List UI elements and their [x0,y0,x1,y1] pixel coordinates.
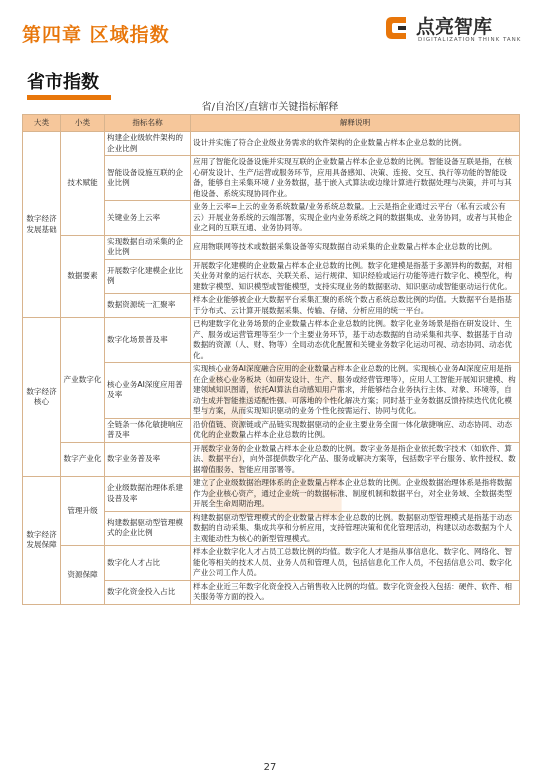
table-row [23,318,520,363]
indicator-name-cell: 构建企业级软件架构的企业比例 [105,132,191,156]
c-shaped-bracket-logo-icon [382,12,414,44]
indicator-name-cell: 数字化资金投入占比 [105,580,191,604]
table-row [23,235,520,259]
subcategory-cell: 数据要素 [61,235,105,318]
subcategory-cell: 资源保障 [61,546,105,605]
indicator-name-cell: 核心业务AI深度应用普及率 [105,363,191,419]
indicator-name-cell: 智能设备设施互联的企业比例 [105,156,191,201]
subcategory-cell: 管理升级 [61,477,105,546]
explanation-cell: 业务上云率=上云的业务系统数量/业务系统总数量。上云是指企业通过云平台（私有云或公有云）开展业务系统的云端部署，实现企业内业务系统之间的数据集成、业务协同，或者与其他企业之间的互联互通、业务协同等。 [191,201,520,236]
col-header-indicator: 指标名称 [105,115,191,132]
table-row [23,546,520,581]
indicator-name-cell: 关键业务上云率 [105,201,191,236]
brand-name: 点亮智库 [416,16,493,38]
indicator-name-cell: 数字化场景普及率 [105,318,191,363]
table-row [23,442,520,477]
explanation-cell: 建立了企业级数据治理体系的企业数量占样本企业总数的比例。企业级数据治理体系是指将数据作为企业核心资产，通过企业统一的数据标准、制度机制和数据平台，对全业务域、全数据类型开展全生命周期治理。 [191,477,520,512]
page-header [0,0,540,56]
explanation-cell: 沿价值链、资源链或产品链实现数据驱动的企业主要业务全面一体化敏捷响应、动态协同、动态优化的企业数量占样本企业总数的比例。 [191,418,520,442]
explanation-cell: 实现核心业务AI深度融合应用的企业数量占样本企业总数的比例。实现核心业务AI深度应用是指在企业核心业务板块（如研发设计、生产、服务或经营管理等），应用人工智能开展知识建模、构建领域知识图谱，依托AI算法自动感知用户需求，并能够结合业务执行主体、对象、环境等，自动生成并智能推送适配性强、可落地的个性化解决方案；同时基于业务数据反馈持续迭代优化模型与方案，从而实现知识驱动的业务个性化按需运行、协同与优化。 [191,363,520,419]
category-cell: 数字经济核心 [23,318,61,477]
page-number: 27 [263,762,277,773]
col-header-explanation: 解释说明 [191,115,520,132]
indicator-name-cell: 开展数字化建模企业比例 [105,259,191,294]
explanation-cell: 构建数据驱动型管理模式的企业数量占样本企业总数的比例。数据驱动型管理模式是指基于动态数据的自动采集、集成共享和分析应用，支持管理决策和优化管理活动，构建以动态数据为个人主观能动性为核心的新型管理模式。 [191,511,520,546]
indicator-name-cell: 数字业务普及率 [105,442,191,477]
indicator-name-cell: 数据资源统一汇聚率 [105,294,191,318]
explanation-cell: 样本企业近三年数字化资金投入占销售收入比例的均值。数字化资金投入包括：硬件、软件、相关服务等方面的投入。 [191,580,520,604]
indicator-name-cell: 实现数据自动采集的企业比例 [105,235,191,259]
category-cell: 数字经济发展保障 [23,477,61,605]
chapter-title: 第四章 区域指数 [22,24,170,46]
brand-tagline: DIGITALIZATION THINK TANK [418,37,522,43]
col-header-small: 小类 [61,115,105,132]
indicator-table [22,114,520,605]
brand-logo [382,12,522,52]
subcategory-cell: 产业数字化 [61,318,105,443]
explanation-cell: 开展数字化建模的企业数量占样本企业总数的比例。数字化建模是指基于多源异构的数据，对相关业务对象的运行状态、关联关系、运行规律、知识经验或运行功能等进行数字化、模型化，构建数字模型、知识模型或智能模型，支持实现业务的数据驱动、知识驱动或智能驱动运行优化。 [191,259,520,294]
category-cell: 数字经济发展基础 [23,132,61,318]
explanation-cell: 设计并实施了符合企业级业务需求的软件架构的企业数量占样本企业总数的比例。 [191,132,520,156]
explanation-cell: 开展数字业务的企业数量占样本企业总数的比例。数字业务是指企业依托数字技术（如软件、算法、数据平台），向外部提供数字化产品、服务或解决方案等，包括数字平台服务、软件授权、数据增值服务、智能应用部署等。 [191,442,520,477]
table-caption: 省/自治区/直辖市关键指标解释 [201,102,339,113]
table-row [23,132,520,156]
indicator-name-cell: 构建数据驱动型管理模式的企业比例 [105,511,191,546]
explanation-cell: 已构建数字化业务场景的企业数量占样本企业总数的比例。数字化业务场景是指在研发设计、生产、服务或运营管理等至少一个主要业务环节，基于动态数据的自动采集和共享、数据基于自动数据的资源（人、财、物等）全局动态优化配置和关键业务数字化运动可视、动态协同、动态优化。 [191,318,520,363]
subcategory-cell: 技术赋能 [61,132,105,236]
explanation-cell: 样本企业数字化人才占员工总数比例的均值。数字化人才是指从事信息化、数字化、网络化、智能化等相关的技术人员、业务人员和管理人员，包括信息化工作人员，不包括信息公司、数字化产业公司工作人员。 [191,546,520,581]
section-title: 省市指数 [27,72,99,93]
table-row [23,477,520,512]
subcategory-cell: 数字产业化 [61,442,105,477]
explanation-cell: 应用了智能化设备设施并实现互联的企业数量占样本企业总数的比例。智能设备互联是指，在核心研发设计、生产/运营或服务环节，应用具备感知、决策、连接、交互、执行等功能的智能设备，能够自主采集环境 / 业务数据，基于嵌入式算法或边缘计算进行数据处理与决策，并可与其他设备、系统实现协同作业。 [191,156,520,201]
indicator-name-cell: 全链条一体化敏捷响应普及率 [105,418,191,442]
table-header-row [23,115,520,132]
explanation-cell: 样本企业能够被企业大数据平台采集汇聚的系统个数占系统总数比例的均值。大数据平台是指基于分布式、云计算开展数据采集、传输、存储、分析应用的统一平台。 [191,294,520,318]
col-header-big: 大类 [23,115,61,132]
indicator-name-cell: 企业级数据治理体系建设普及率 [105,477,191,512]
indicator-name-cell: 数字化人才占比 [105,546,191,581]
explanation-cell: 应用物联网等技术或数据采集设备等实现数据自动采集的企业数量占样本企业总数的比例。 [191,235,520,259]
